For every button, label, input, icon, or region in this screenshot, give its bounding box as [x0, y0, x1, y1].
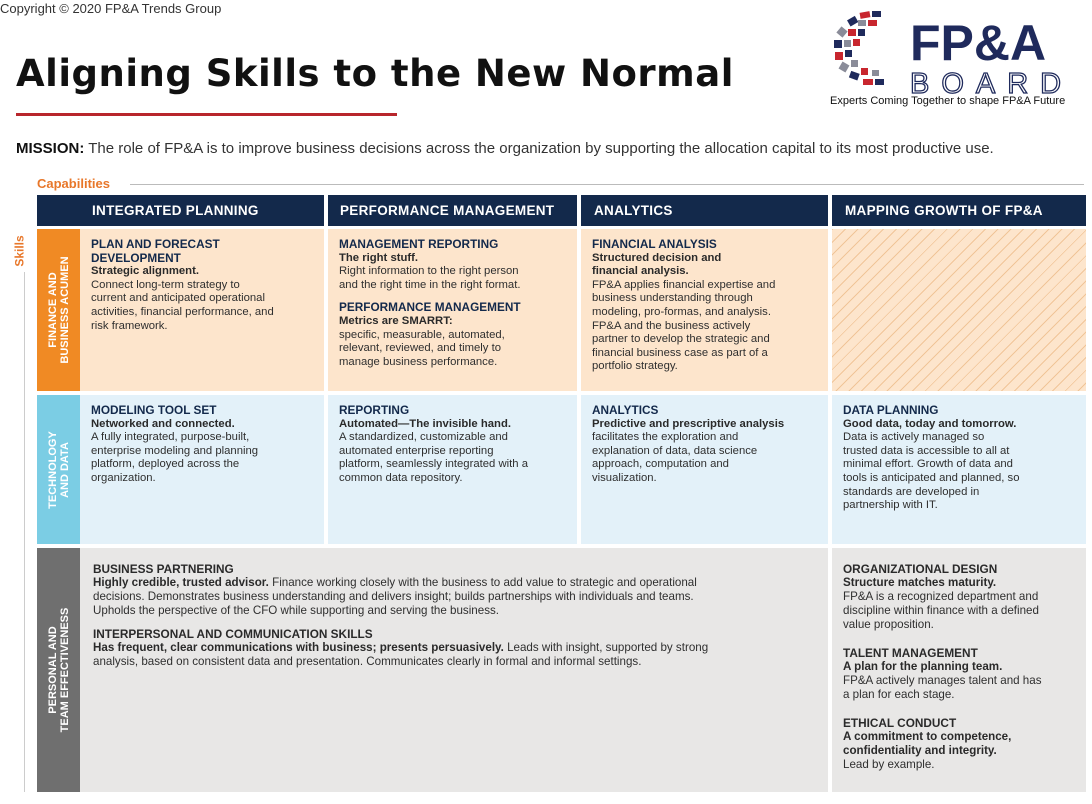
skills-rule — [24, 272, 25, 792]
capabilities-label: Capabilities — [37, 176, 110, 191]
row-label-finance: FINANCE AND BUSINESS ACUMEN — [37, 229, 80, 391]
cell-reporting: REPORTING Automated—The invisible hand. A standardized, customizable and automated enterprise reporting platform, seamlessly integrated with a common data repository. — [328, 395, 577, 544]
mission-text: The role of FP&A is to improve business decisions across the organization by supporting the allocation capital to its most productive use. — [88, 140, 994, 157]
cell-personal-skills: BUSINESS PARTNERING Highly credible, trusted advisor. Finance working closely with the business to add value to strategic and operational decisions. Demonstrates business understanding and delivers insight; builds partnerships with individuals and teams. Upholds the perspective of the CFO while supporting and serving the business. INTERPERSONAL AND COMMUNICATION SKILLS Has frequent, clear communications with business; presents persuasively. Leads with insight, supported by strong analysis, based on consistent data and presentation. Communicates clearly in formal and informal settings. — [80, 548, 828, 792]
mission-statement — [16, 140, 994, 157]
column-header-integrated-planning: INTEGRATED PLANNING — [37, 195, 324, 226]
column-header-performance-management: PERFORMANCE MANAGEMENT — [328, 195, 577, 226]
logo-emblem-icon — [834, 11, 884, 85]
page-title: Aligning Skills to the New Normal — [16, 52, 734, 95]
row-label-personal: PERSONAL AND TEAM EFFECTIVENESS — [37, 548, 80, 792]
cell-plan-and-forecast: PLAN AND FORECAST DEVELOPMENT Strategic alignment. Connect long-term strategy to current and anticipated operational activities, financial performance, and risk framework. — [80, 229, 324, 391]
cell-management-reporting: MANAGEMENT REPORTING The right stuff. Right information to the right person and the right time in the right format. PERFORMANCE MANAGEMENT Metrics are SMARRT: specific, measurable, automated, relevant, reviewed, and timely to manage business performance. — [328, 229, 577, 391]
cell-organizational: ORGANIZATIONAL DESIGN Structure matches maturity. FP&A is a recognized department and discipline within finance with a defined value proposition. TALENT MANAGEMENT A plan for the planning team. FP&A actively manages talent and has a plan for each stage. ETHICAL CONDUCT A commitment to competence, confidentiality and integrity. Lead by example. — [832, 548, 1086, 792]
svg-text:BOARD: BOARD — [910, 68, 1074, 100]
cell-data-planning: DATA PLANNING Good data, today and tomorrow. Data is actively managed so trusted data is accessible to all at minimal effort. Growth of data and tools is anticipated and planned, so standards are developed in partnership with IT. — [832, 395, 1086, 544]
capabilities-rule — [130, 184, 1084, 185]
mission-label: MISSION: — [16, 140, 85, 157]
cell-financial-analysis: FINANCIAL ANALYSIS Structured decision and financial analysis. FP&A applies financial expertise and business understanding through modeling, pro-formas, and analysis. FP&A and the business actively partner to develop the strategic and financial business case as part of a portfolio strategy. — [581, 229, 828, 391]
title-underline — [16, 113, 397, 116]
row-label-technology: TECHNOLOGY AND DATA — [37, 395, 80, 544]
cell-modeling-tool-set: MODELING TOOL SET Networked and connected. A fully integrated, purpose-built, enterprise modeling and planning platform, deployed across the organization. — [80, 395, 324, 544]
column-header-mapping-growth: MAPPING GROWTH OF FP&A — [832, 195, 1086, 226]
cell-mapping-growth-empty — [832, 229, 1086, 391]
column-header-analytics: ANALYTICS — [581, 195, 828, 226]
logo-graphic — [830, 10, 1092, 100]
cell-analytics: ANALYTICS Predictive and prescriptive analysis facilitates the exploration and explanation of data, data science approach, computation and visualization. — [581, 395, 828, 544]
svg-text:FP&A: FP&A — [910, 15, 1047, 71]
logo-tagline: Experts Coming Together to shape FP&A Future — [830, 95, 1066, 107]
copyright-notice: Copyright © 2020 FP&A Trends Group — [0, 1, 222, 16]
skills-label: Skills — [12, 235, 27, 267]
